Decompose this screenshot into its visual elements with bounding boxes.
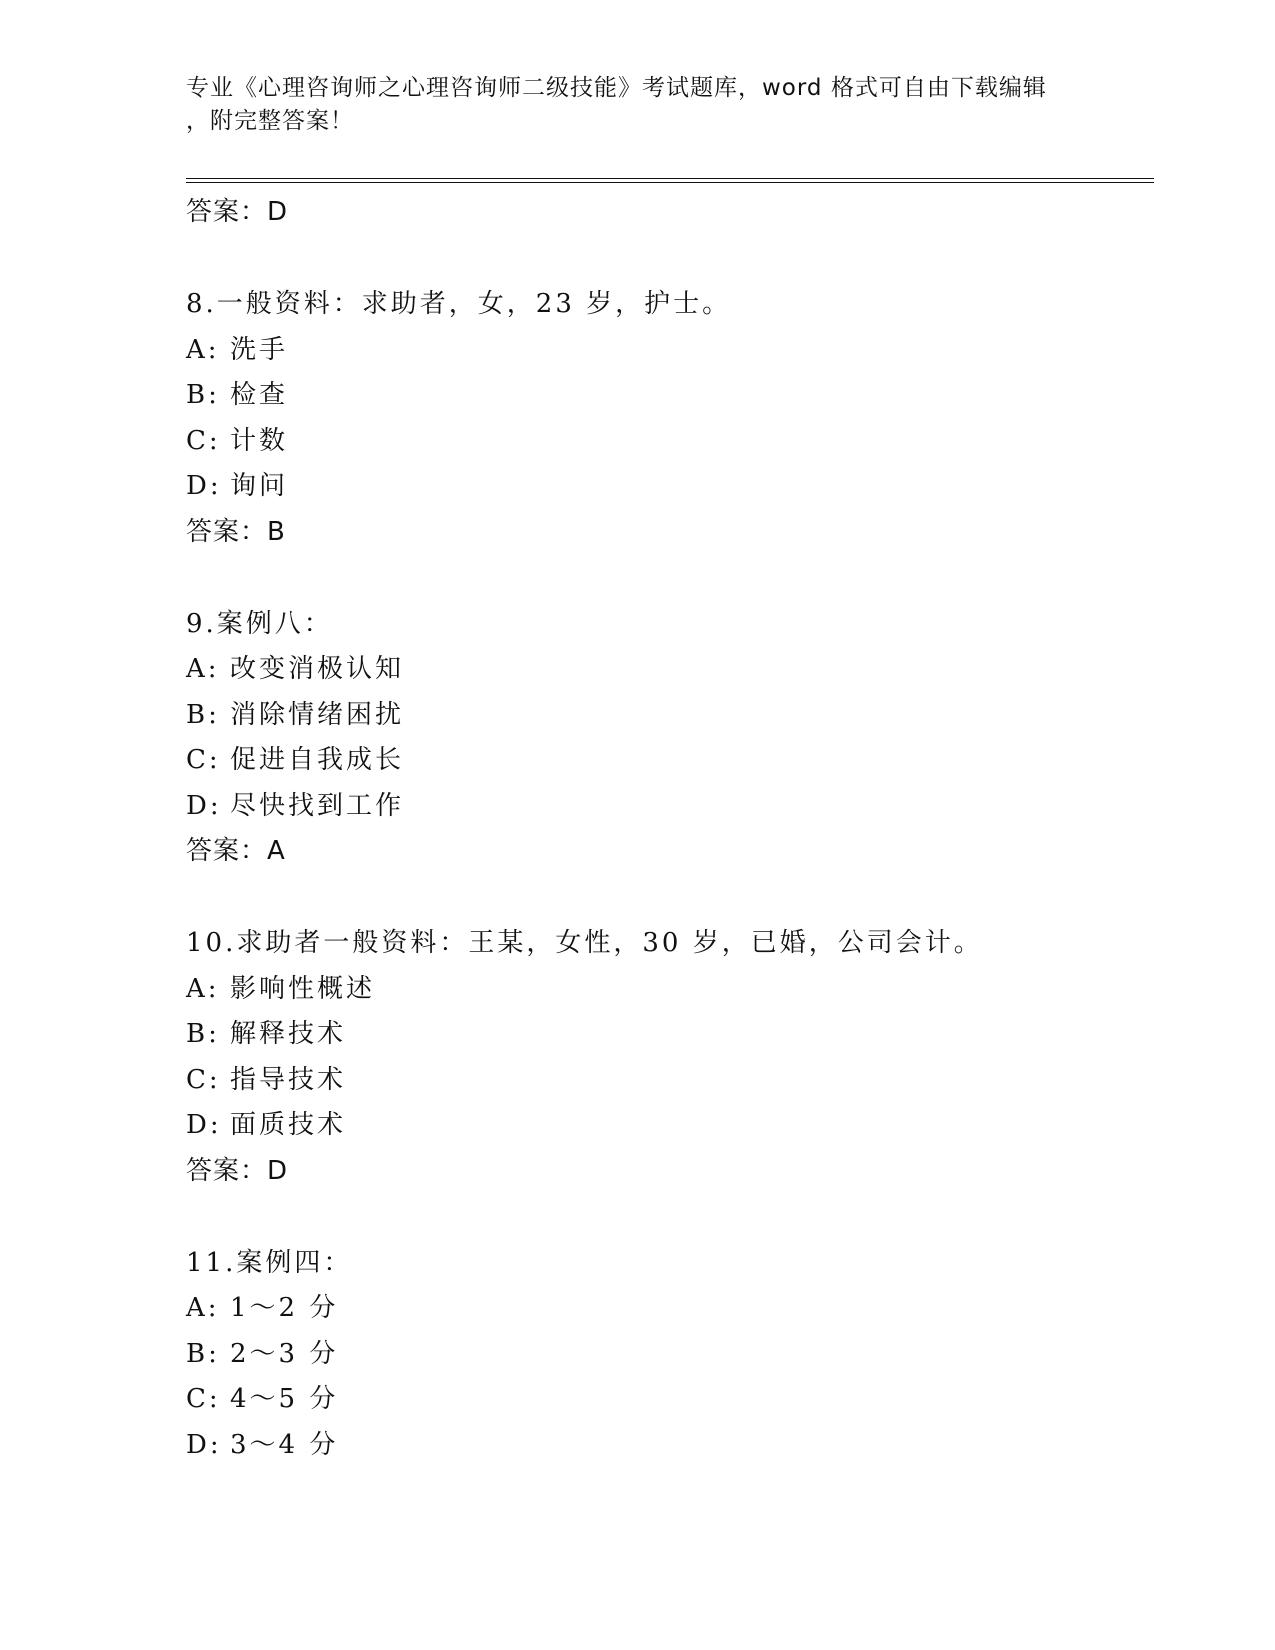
option-letter: B: [186,380,220,410]
header-divider-bottom [186,182,1154,183]
option-text: 解释技术 [230,1019,347,1049]
option-a [186,967,1146,1013]
option-letter: C: [186,425,221,456]
option-letter: C: [186,1064,221,1095]
option-text: 3～4 分 [230,1429,339,1460]
option-c [186,738,1146,784]
option-d [186,1423,1146,1469]
option-b [186,693,1146,739]
option-letter: A: [186,334,220,365]
option-letter: C: [186,1384,221,1414]
question-stem: 8.一般资料：求助者，女，23 岁，护士。 [186,289,732,319]
option-b [186,1332,1146,1378]
option-c [186,1058,1146,1104]
option-text: 影响性概述 [230,973,376,1004]
header-line-2: ，附完整答案！ [186,108,354,134]
option-d [186,784,1146,830]
option-c [186,1377,1146,1423]
option-text: 询问 [230,471,289,501]
header-divider-top [186,178,1154,179]
option-text: 计数 [230,425,289,456]
option-letter: A: [186,1293,220,1323]
option-letter: D: [186,471,222,501]
option-text: 促进自我成长 [230,745,405,775]
document-header [186,72,1086,138]
option-text: 洗手 [230,334,289,365]
option-letter: D: [186,1429,222,1460]
option-letter: D: [186,790,222,821]
option-text: 4～5 分 [230,1384,339,1414]
option-a [186,1286,1146,1332]
option-letter: B: [186,1019,220,1049]
question-stem: 11.案例四： [186,1247,353,1278]
question-item [186,282,1146,554]
answer-line: 答案：D [186,197,289,227]
option-text: 消除情绪困扰 [230,699,405,730]
answer-line: 答案：B [186,516,286,547]
option-d [186,464,1146,510]
option-letter: A: [186,654,220,684]
answer-line: 答案：D [186,1155,289,1186]
question-item [186,602,1146,874]
option-letter: A: [186,973,220,1004]
option-b [186,373,1146,419]
document-body [186,190,1146,1468]
option-a [186,328,1146,374]
header-line-1: 专业《心理咨询师之心理咨询师二级技能》考试题库，word 格式可自由下载编辑 [186,75,1047,101]
answer-line: 答案：A [186,836,286,866]
option-letter: B: [186,1338,220,1369]
option-c [186,419,1146,465]
option-text: 检查 [230,380,289,410]
option-letter: B: [186,699,220,730]
option-d [186,1103,1146,1149]
option-b [186,1012,1146,1058]
option-text: 面质技术 [230,1110,347,1140]
question-item [186,1241,1146,1469]
option-text: 2～3 分 [230,1338,339,1369]
option-a [186,647,1146,693]
question-item [186,921,1146,1193]
question-stem: 10.求助者一般资料：王某，女性，30 岁，已婚，公司会计。 [186,928,983,958]
option-letter: C: [186,745,221,775]
option-text: 指导技术 [230,1064,347,1095]
option-letter: D: [186,1110,222,1140]
option-text: 1～2 分 [230,1293,339,1323]
question-stem: 9.案例八： [186,608,333,639]
option-text: 尽快找到工作 [230,790,405,821]
option-text: 改变消极认知 [230,654,405,684]
